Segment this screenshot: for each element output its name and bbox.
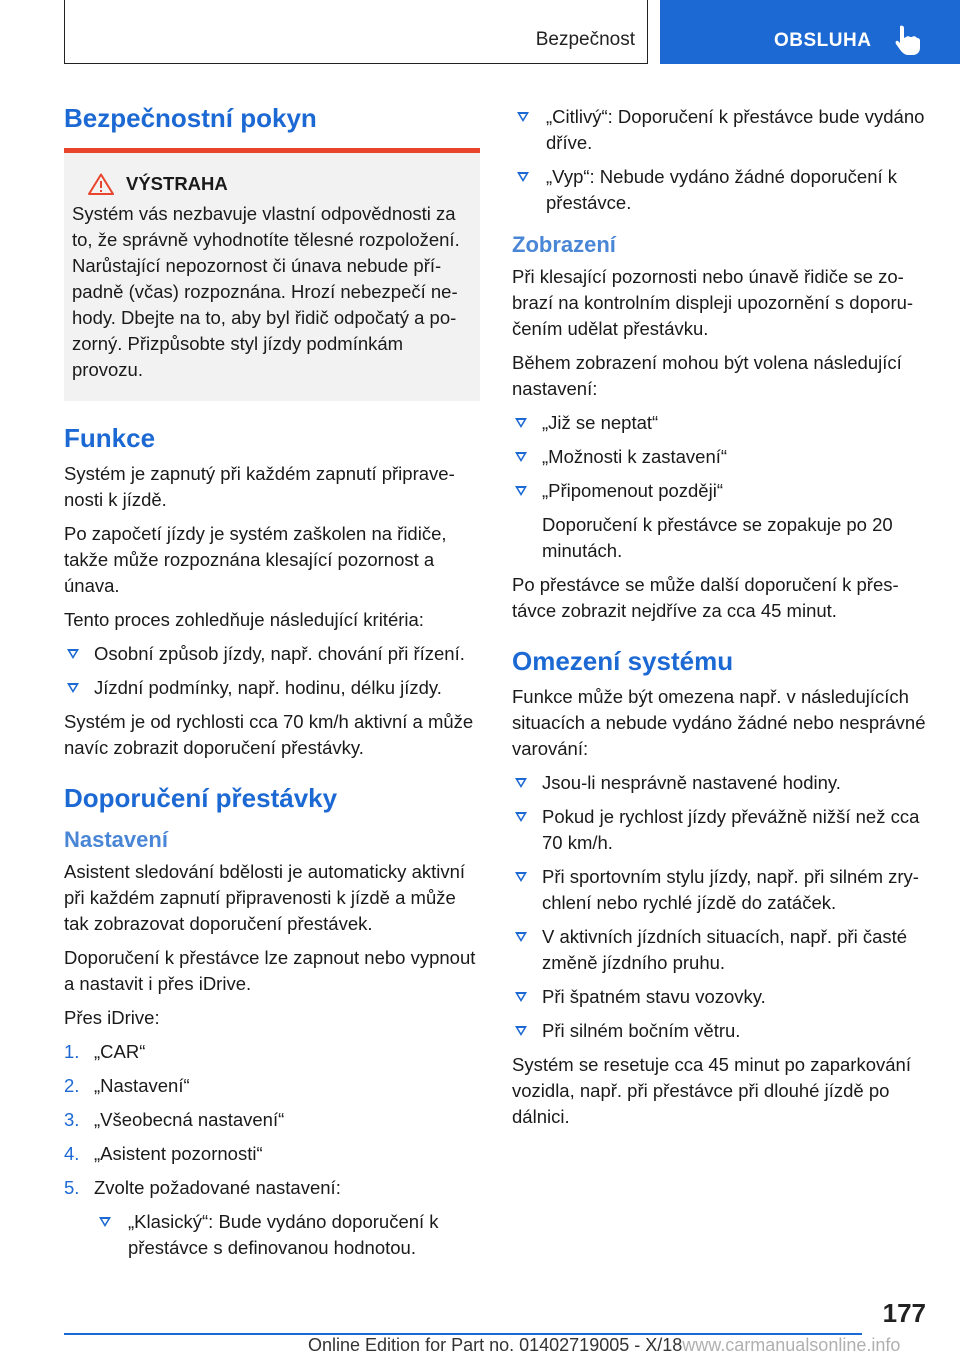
warning-box xyxy=(64,148,480,401)
bullet-triangle-icon xyxy=(517,172,529,182)
list-item: 4. „Asistent pozornosti“ xyxy=(64,1143,263,1164)
footer-edition xyxy=(308,1335,900,1356)
bullet-triangle-icon xyxy=(515,452,527,462)
header-chapter-title: OBSLUHA xyxy=(774,30,872,51)
bullet-triangle-icon xyxy=(67,683,79,693)
list-item: „Citlivý“: Doporučení k přestávce bude vydáno dříve. xyxy=(512,104,926,156)
bullet-triangle-icon xyxy=(515,1026,527,1036)
nastaveni-paragraph-3: Přes iDrive: xyxy=(64,1007,160,1028)
list-item: 1. „CAR“ xyxy=(64,1041,146,1062)
bullet-triangle-icon xyxy=(99,1217,111,1227)
bullet-triangle-icon xyxy=(515,486,527,496)
warning-header xyxy=(72,171,470,197)
bullet-triangle-icon xyxy=(515,932,527,942)
zobrazeni-paragraph-1: Při klesající pozornosti nebo únavě řidiče se zobrazí na kontrolním displeji upozornění s doporučením udělat přestávku. xyxy=(512,266,914,339)
bullet-triangle-icon xyxy=(515,418,527,428)
list-item: Osobní způsob jízdy, např. chování při řízení. xyxy=(64,641,480,667)
settings-options-list xyxy=(94,1209,480,1261)
zobrazeni-paragraph-3: Po přestávce se může další doporučení k přestávce zobrazit nejdříve za cca 45 minut. xyxy=(512,574,899,621)
warning-text: Systém vás nezbavuje vlastní odpovědnosti za to, že správně vyhodnotíte tělesné rozpoložení. Narůstající nepozornost či únava nebude případně (včas) rozpoznána. Hrozí nebezpečí nehody. Dbejte na to, aby byl řidič odpočatý a pozorný. Přizpůsobte styl jízdy podmínkám provozu. xyxy=(72,203,460,380)
right-column xyxy=(512,100,926,1138)
omezeni-paragraph-1: Funkce může být omezena např. v následujících situacích a nebude vydáno žádné nebo nesprávné varování: xyxy=(512,686,926,759)
zobrazeni-paragraph-2: Během zobrazení mohou být volena následující nastavení: xyxy=(512,352,902,399)
list-item: Při sportovním stylu jízdy, např. při silném zrychlení nebo rychlé jízdě do zatáček. xyxy=(512,864,926,916)
list-item: Jízdní podmínky, např. hodinu, délku jízdy. xyxy=(64,675,480,701)
list-item: „Připomenout později“ xyxy=(512,478,926,504)
subheading-zobrazeni: Zobrazení xyxy=(512,232,616,257)
list-item: Jsou-li nesprávně nastavené hodiny. xyxy=(512,770,926,796)
subheading-nastaveni: Nastavení xyxy=(64,827,168,852)
funkce-paragraph-2: Po započetí jízdy je systém zaškolen na řidiče, takže může rozpoznána klesající pozornost a únava. xyxy=(64,523,447,596)
footer-watermark: www.carmanualsonline.info xyxy=(682,1335,901,1355)
omezeni-limitations-list xyxy=(512,770,926,1044)
list-item: V aktivních jízdních situacích, např. při časté změně jízdního pruhu. xyxy=(512,924,926,976)
list-item: Při silném bočním větru. xyxy=(512,1018,926,1044)
list-item: „Vyp“: Nebude vydáno žádné doporučení k přestávce. xyxy=(512,164,926,216)
warning-title: VÝSTRAHA xyxy=(126,173,228,194)
funkce-criteria-list xyxy=(64,641,480,701)
settings-options-list-continued xyxy=(512,104,926,216)
funkce-paragraph-4: Systém je od rychlosti cca 70 km/h aktivní a může navíc zobrazit doporučení přestávky. xyxy=(64,711,474,758)
heading-doporuceni: Doporučení přestávky xyxy=(64,783,338,813)
header-section-box xyxy=(64,0,648,64)
list-item: „Již se neptat“ xyxy=(512,410,926,436)
nastaveni-paragraph-2: Doporučení k přestávce lze zapnout nebo vypnout a nastavit i přes iDrive. xyxy=(64,947,476,994)
list-item: 5. Zvolte požadované nastavení: „Klasický“: Bude vydáno doporučení k přestávce s definovanou hodnotou. xyxy=(64,1175,480,1261)
idrive-steps-list xyxy=(64,1039,480,1261)
bullet-triangle-icon xyxy=(515,872,527,882)
omezeni-paragraph-2: Systém se resetuje cca 45 minut po zaparkování vozidla, např. při přestávce při dlouhé jízdě po dálnici. xyxy=(512,1054,911,1127)
heading-funkce: Funkce xyxy=(64,423,156,453)
heading-omezeni: Omezení systému xyxy=(512,646,734,676)
left-column xyxy=(64,100,480,1269)
bullet-triangle-icon xyxy=(67,649,79,659)
footer-edition-text: Online Edition for Part no. 01402719005 - X/18 xyxy=(308,1335,683,1355)
section-title: Bezpečnostní pokyn xyxy=(64,103,317,133)
bullet-triangle-icon xyxy=(515,778,527,788)
bullet-triangle-icon xyxy=(517,112,529,122)
pointing-hand-icon xyxy=(894,24,922,56)
list-item: Při špatném stavu vozovky. xyxy=(512,984,926,1010)
zobrazeni-options-list xyxy=(512,410,926,504)
header-section-title: Bezpečnost xyxy=(535,29,635,50)
header-chapter-tab xyxy=(660,0,960,64)
page-number: 177 xyxy=(882,1298,926,1328)
nastaveni-paragraph-1: Asistent sledování bdělosti je automaticky aktivní při každém zapnutí připravenosti k jízdě a může tak zobrazovat doporučení přestávek. xyxy=(64,861,466,934)
warning-triangle-icon xyxy=(88,173,114,195)
list-item: 3. „Všeobecná nastavení“ xyxy=(64,1109,285,1130)
list-item: „Klasický“: Bude vydáno doporučení k přestávce s definovanou hodnotou. xyxy=(94,1209,480,1261)
funkce-paragraph-3: Tento proces zohledňuje následující kritéria: xyxy=(64,609,424,630)
zobrazeni-note: Doporučení k přestávce se zopakuje po 20 minutách. xyxy=(542,514,893,561)
funkce-paragraph-1: Systém je zapnutý při každém zapnutí připravenosti k jízdě. xyxy=(64,463,455,510)
bullet-triangle-icon xyxy=(515,992,527,1002)
list-item: Pokud je rychlost jízdy převážně nižší než cca 70 km/h. xyxy=(512,804,926,856)
list-item: 2. „Nastavení“ xyxy=(64,1075,190,1096)
list-item: „Možnosti k zastavení“ xyxy=(512,444,926,470)
bullet-triangle-icon xyxy=(515,812,527,822)
